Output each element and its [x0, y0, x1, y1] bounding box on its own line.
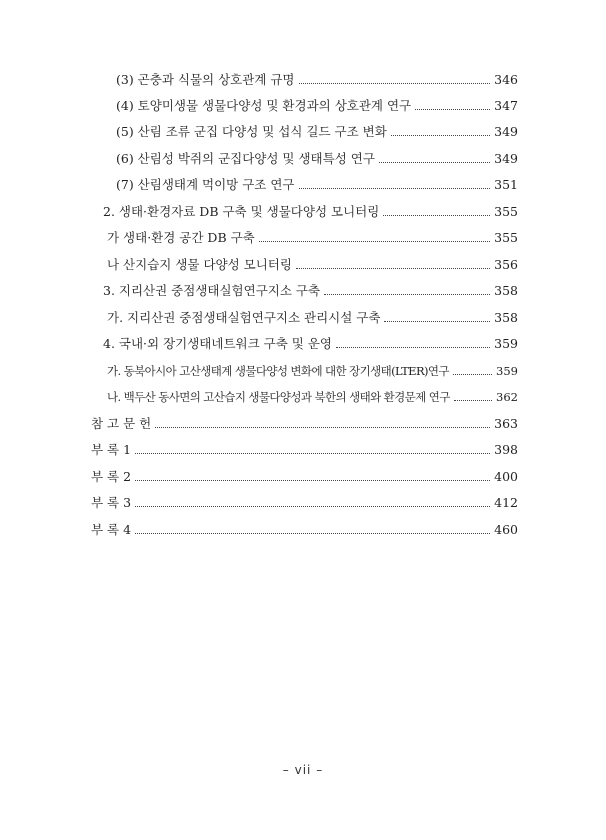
toc-dot-leader — [155, 427, 490, 428]
toc-entry — [107, 304, 518, 326]
toc-entry-title: 나. 백두산 동사면의 고산습지 생물다양성과 북한의 생태와 환경문제 연구 — [107, 390, 450, 404]
page-number: – vii – — [282, 763, 324, 777]
toc-entry-page: 359 — [496, 364, 518, 378]
toc-entry-title: 부 록 3 — [91, 495, 132, 510]
toc-entry-title: (4) 토양미생물 생물다양성 및 환경과의 상호관계 연구 — [116, 98, 412, 113]
toc-entry-page: 356 — [494, 257, 518, 272]
toc-dot-leader — [384, 321, 490, 322]
toc-dot-leader — [299, 188, 491, 189]
toc-entry-title: (7) 산림생태계 먹이망 구조 연구 — [116, 177, 295, 192]
toc-entry — [116, 66, 518, 88]
toc-entry-title: 4. 국내·외 장기생태네트워크 구축 및 운영 — [103, 336, 332, 351]
toc-dot-leader — [415, 109, 490, 110]
toc-entry — [116, 118, 518, 140]
toc-entry-page: 349 — [494, 124, 518, 139]
toc-dot-leader — [453, 374, 492, 375]
toc-entry-page: 362 — [496, 390, 518, 404]
toc-entry-page: 398 — [494, 442, 518, 457]
toc-entry — [103, 330, 518, 352]
toc-entry — [107, 383, 518, 405]
toc-entry — [103, 198, 518, 220]
toc-entry — [91, 463, 518, 485]
toc-entry-page: 358 — [494, 283, 518, 298]
toc-dot-leader — [296, 268, 490, 269]
toc-entry-title: (3) 곤충과 식물의 상호관계 규명 — [116, 72, 295, 87]
toc-dot-leader — [454, 400, 492, 401]
toc-dot-leader — [135, 480, 490, 481]
toc-entry-page: 359 — [494, 336, 518, 351]
toc-dot-leader — [135, 453, 490, 454]
toc-entry-page: 349 — [494, 151, 518, 166]
toc-dot-leader — [135, 533, 490, 534]
toc-entry — [107, 357, 518, 379]
toc-entry — [91, 436, 518, 458]
toc-dot-leader — [391, 135, 490, 136]
toc-dot-leader — [379, 162, 490, 163]
toc-entry-title: 3. 지리산권 중점생태실험연구지소 구축 — [103, 283, 321, 298]
toc-entry — [91, 489, 518, 511]
toc-entry-title: 참 고 문 헌 — [91, 416, 152, 431]
toc-entry-page: 358 — [494, 310, 518, 325]
toc-entry-title: (6) 산림성 박쥐의 군집다양성 및 생태특성 연구 — [116, 151, 375, 166]
toc-dot-leader — [383, 215, 490, 216]
toc-entry-title: 부 록 2 — [91, 469, 132, 484]
toc-entry — [116, 145, 518, 167]
toc-entry-page: 346 — [494, 72, 518, 87]
toc-entry — [116, 92, 518, 114]
toc-entry-page: 460 — [494, 522, 518, 537]
toc-entry-page: 347 — [494, 98, 518, 113]
toc-entry-page: 412 — [494, 495, 518, 510]
toc-entry-page: 351 — [494, 177, 518, 192]
toc-entry — [107, 251, 518, 273]
toc-entry-title: 가. 지리산권 중점생태실험연구지소 관리시설 구축 — [107, 310, 381, 325]
toc-entry-page: 363 — [494, 416, 518, 431]
toc-dot-leader — [324, 294, 490, 295]
toc-entry-title: 가 생태·환경 공간 DB 구축 — [107, 230, 255, 245]
toc-entry-title: 부 록 4 — [91, 522, 132, 537]
toc-entry-title: 가. 동북아시아 고산생태계 생물다양성 변화에 대한 장기생태(LTER)연구 — [107, 364, 449, 378]
toc-dot-leader — [135, 506, 490, 507]
toc-entry — [91, 516, 518, 538]
toc-dot-leader — [259, 241, 490, 242]
toc-entry — [116, 171, 518, 193]
toc-entry — [107, 224, 518, 246]
toc-entry-page: 400 — [494, 469, 518, 484]
toc-dot-leader — [336, 347, 490, 348]
toc-entry-page: 355 — [494, 230, 518, 245]
toc-entry-title: 부 록 1 — [91, 442, 132, 457]
toc-entry-page: 355 — [494, 204, 518, 219]
toc-dot-leader — [299, 83, 491, 84]
toc-entry-title: 2. 생태·환경자료 DB 구축 및 생물다양성 모니터링 — [103, 204, 380, 219]
toc-entry — [103, 277, 518, 299]
toc-entry-title: (5) 산림 조류 군집 다양성 및 섭식 길드 구조 변화 — [116, 124, 387, 139]
toc-entry — [91, 410, 518, 432]
toc-entry-title: 나 산지습지 생물 다양성 모니터링 — [107, 257, 292, 272]
